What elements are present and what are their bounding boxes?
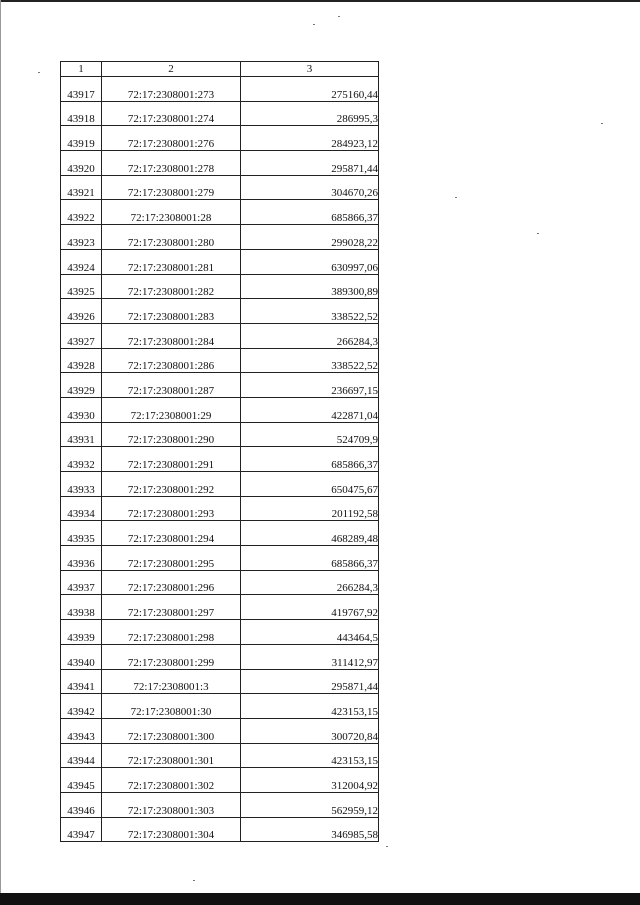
cadastral-value: 312004,92 — [241, 768, 379, 793]
cadastral-value: 286995,3 — [241, 101, 379, 126]
row-number: 43922 — [61, 200, 102, 225]
cadastral-value: 423153,15 — [241, 694, 379, 719]
scan-speck — [537, 233, 539, 234]
cadastral-value: 284923,12 — [241, 126, 379, 151]
cadastral-number: 72:17:2308001:301 — [102, 743, 241, 768]
cadastral-value: 562959,12 — [241, 792, 379, 817]
scan-speck — [193, 880, 195, 881]
cadastral-number: 72:17:2308001:303 — [102, 792, 241, 817]
cadastral-number: 72:17:2308001:304 — [102, 817, 241, 842]
cadastral-number: 72:17:2308001:276 — [102, 126, 241, 151]
row-number: 43937 — [61, 570, 102, 595]
cadastral-value: 650475,67 — [241, 472, 379, 497]
table-row — [61, 620, 379, 645]
table-row — [61, 570, 379, 595]
table-row — [61, 151, 379, 176]
row-number: 43938 — [61, 595, 102, 620]
cadastral-value: 443464,5 — [241, 620, 379, 645]
column-header-1: 1 — [61, 62, 102, 77]
row-number: 43928 — [61, 348, 102, 373]
cadastral-number: 72:17:2308001:300 — [102, 718, 241, 743]
cadastral-value: 275160,44 — [241, 77, 379, 102]
row-number: 43944 — [61, 743, 102, 768]
row-number: 43917 — [61, 77, 102, 102]
table-row — [61, 644, 379, 669]
cadastral-number: 72:17:2308001:279 — [102, 175, 241, 200]
table-row — [61, 546, 379, 571]
row-number: 43936 — [61, 546, 102, 571]
cadastral-number: 72:17:2308001:296 — [102, 570, 241, 595]
table-row — [61, 348, 379, 373]
scan-speck — [38, 72, 40, 73]
cadastral-value: 630997,06 — [241, 249, 379, 274]
cadastral-value: 295871,44 — [241, 151, 379, 176]
table-row — [61, 225, 379, 250]
column-header-3: 3 — [241, 62, 379, 77]
row-number: 43943 — [61, 718, 102, 743]
table-row — [61, 200, 379, 225]
column-header-2: 2 — [102, 62, 241, 77]
row-number: 43947 — [61, 817, 102, 842]
cadastral-value: 422871,04 — [241, 397, 379, 422]
cadastral-value: 266284,3 — [241, 323, 379, 348]
row-number: 43935 — [61, 521, 102, 546]
cadastral-number: 72:17:2308001:283 — [102, 299, 241, 324]
cadastral-number: 72:17:2308001:282 — [102, 274, 241, 299]
header-row — [61, 62, 379, 77]
table-row — [61, 496, 379, 521]
cadastral-value: 423153,15 — [241, 743, 379, 768]
cadastral-number: 72:17:2308001:292 — [102, 472, 241, 497]
table-row — [61, 77, 379, 102]
cadastral-value: 311412,97 — [241, 644, 379, 669]
cadastral-value: 304670,26 — [241, 175, 379, 200]
page-top-edge — [0, 0, 640, 2]
row-number: 43934 — [61, 496, 102, 521]
row-number: 43933 — [61, 472, 102, 497]
table-row — [61, 718, 379, 743]
cadastral-number: 72:17:2308001:293 — [102, 496, 241, 521]
parcel-table — [60, 61, 379, 842]
table-row — [61, 323, 379, 348]
cadastral-number: 72:17:2308001:297 — [102, 595, 241, 620]
table-row — [61, 101, 379, 126]
cadastral-number: 72:17:2308001:273 — [102, 77, 241, 102]
scan-speck — [338, 16, 340, 17]
cadastral-number: 72:17:2308001:28 — [102, 200, 241, 225]
table-row — [61, 743, 379, 768]
cadastral-value: 685866,37 — [241, 447, 379, 472]
cadastral-value: 346985,58 — [241, 817, 379, 842]
cadastral-value: 299028,22 — [241, 225, 379, 250]
table-row — [61, 397, 379, 422]
table-row — [61, 373, 379, 398]
table-row — [61, 175, 379, 200]
row-number: 43940 — [61, 644, 102, 669]
row-number: 43946 — [61, 792, 102, 817]
row-number: 43945 — [61, 768, 102, 793]
cadastral-value: 236697,15 — [241, 373, 379, 398]
table-row — [61, 669, 379, 694]
cadastral-value: 419767,92 — [241, 595, 379, 620]
scan-speck — [386, 846, 388, 847]
row-number: 43918 — [61, 101, 102, 126]
table-row — [61, 422, 379, 447]
row-number: 43919 — [61, 126, 102, 151]
row-number: 43930 — [61, 397, 102, 422]
table-row — [61, 274, 379, 299]
table-row — [61, 694, 379, 719]
table-row — [61, 126, 379, 151]
row-number: 43924 — [61, 249, 102, 274]
row-number: 43932 — [61, 447, 102, 472]
row-number: 43941 — [61, 669, 102, 694]
cadastral-value: 338522,52 — [241, 299, 379, 324]
row-number: 43923 — [61, 225, 102, 250]
scan-speck — [601, 123, 603, 124]
cadastral-number: 72:17:2308001:3 — [102, 669, 241, 694]
table-row — [61, 472, 379, 497]
cadastral-value: 338522,52 — [241, 348, 379, 373]
cadastral-value: 266284,3 — [241, 570, 379, 595]
cadastral-value: 295871,44 — [241, 669, 379, 694]
cadastral-number: 72:17:2308001:298 — [102, 620, 241, 645]
cadastral-number: 72:17:2308001:274 — [102, 101, 241, 126]
page-left-edge — [0, 0, 1, 893]
cadastral-number: 72:17:2308001:291 — [102, 447, 241, 472]
table-row — [61, 595, 379, 620]
cadastral-value: 685866,37 — [241, 546, 379, 571]
table-body — [61, 77, 379, 842]
cadastral-number: 72:17:2308001:299 — [102, 644, 241, 669]
page-bottom-edge — [0, 893, 640, 905]
cadastral-value: 524709,9 — [241, 422, 379, 447]
table-row — [61, 817, 379, 842]
row-number: 43939 — [61, 620, 102, 645]
cadastral-number: 72:17:2308001:290 — [102, 422, 241, 447]
cadastral-number: 72:17:2308001:280 — [102, 225, 241, 250]
row-number: 43931 — [61, 422, 102, 447]
row-number: 43926 — [61, 299, 102, 324]
row-number: 43942 — [61, 694, 102, 719]
row-number: 43920 — [61, 151, 102, 176]
cadastral-number: 72:17:2308001:281 — [102, 249, 241, 274]
cadastral-number: 72:17:2308001:295 — [102, 546, 241, 571]
cadastral-value: 468289,48 — [241, 521, 379, 546]
row-number: 43927 — [61, 323, 102, 348]
cadastral-number: 72:17:2308001:29 — [102, 397, 241, 422]
table-row — [61, 768, 379, 793]
cadastral-value: 300720,84 — [241, 718, 379, 743]
row-number: 43925 — [61, 274, 102, 299]
scan-speck — [455, 197, 457, 198]
cadastral-number: 72:17:2308001:302 — [102, 768, 241, 793]
table-row — [61, 792, 379, 817]
table-row — [61, 447, 379, 472]
cadastral-number: 72:17:2308001:30 — [102, 694, 241, 719]
cadastral-number: 72:17:2308001:284 — [102, 323, 241, 348]
table-row — [61, 249, 379, 274]
cadastral-value: 201192,58 — [241, 496, 379, 521]
scan-speck — [313, 24, 315, 25]
cadastral-number: 72:17:2308001:287 — [102, 373, 241, 398]
row-number: 43921 — [61, 175, 102, 200]
cadastral-number: 72:17:2308001:286 — [102, 348, 241, 373]
table-row — [61, 521, 379, 546]
row-number: 43929 — [61, 373, 102, 398]
table-row — [61, 299, 379, 324]
cadastral-number: 72:17:2308001:294 — [102, 521, 241, 546]
cadastral-value: 389300,89 — [241, 274, 379, 299]
cadastral-value: 685866,37 — [241, 200, 379, 225]
cadastral-number: 72:17:2308001:278 — [102, 151, 241, 176]
